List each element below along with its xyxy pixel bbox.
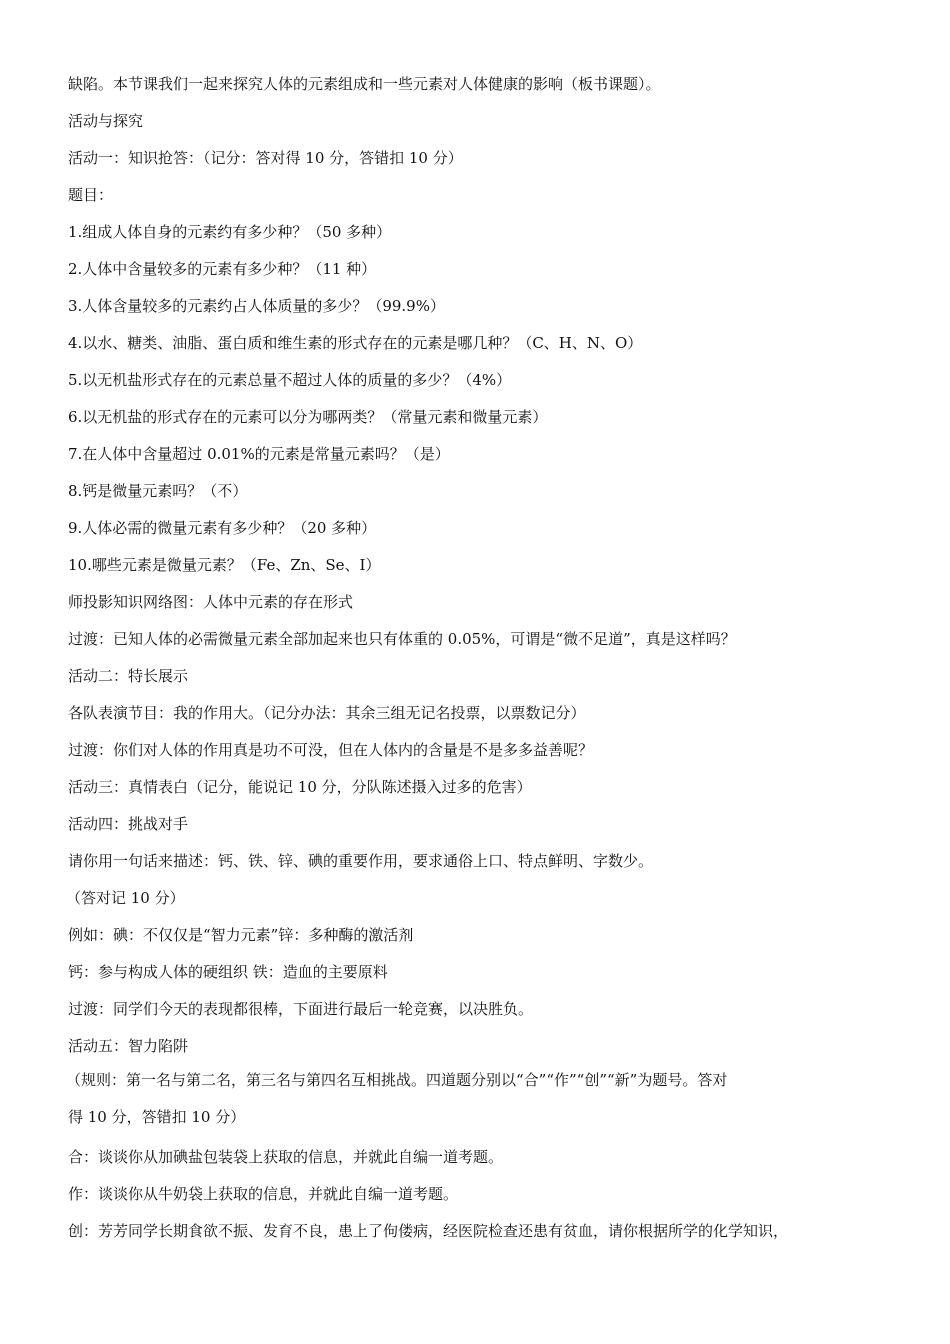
text-line: 作：谈谈你从牛奶袋上获取的信息，并就此自编一道考题。 <box>68 1185 459 1203</box>
text-line: 钙：参与构成人体的硬组织 铁：造血的主要原料 <box>68 963 388 981</box>
text-line: 题目： <box>68 186 114 204</box>
question-item: 2.人体中含量较多的元素有多少种？（11 种） <box>68 260 377 278</box>
activity-heading: 活动四：挑战对手 <box>68 815 189 833</box>
question-item: 5.以无机盐形式存在的元素总量不超过人体的质量的多少？（4%） <box>68 371 512 389</box>
text-line: 得 10 分，答错扣 10 分） <box>68 1108 246 1126</box>
text-line: 缺陷。本节课我们一起来探究人体的元素组成和一些元素对人体健康的影响（板书课题）。 <box>68 75 661 93</box>
activity-heading: 活动二：特长展示 <box>68 667 189 685</box>
question-item: 4.以水、糖类、油脂、蛋白质和维生素的形式存在的元素是哪几种？（C、H、N、O） <box>68 334 643 352</box>
question-item: 9.人体必需的微量元素有多少种？（20 多种） <box>68 519 377 537</box>
text-line: 过渡：同学们今天的表现都很棒，下面进行最后一轮竞赛，以决胜负。 <box>68 1000 534 1018</box>
text-line: 过渡：已知人体的必需微量元素全部加起来也只有体重的 0.05%，可谓是“微不足道”，真是这样吗？ <box>68 630 736 648</box>
question-item: 6.以无机盐的形式存在的元素可以分为哪两类？（常量元素和微量元素） <box>68 408 548 426</box>
section-heading: 活动与探究 <box>68 112 144 130</box>
text-line: 过渡：你们对人体的作用真是功不可没，但在人体内的含量是不是多多益善呢？ <box>68 741 594 759</box>
question-item: 7.在人体中含量超过 0.01%的元素是常量元素吗？（是） <box>68 445 450 463</box>
question-item: 8.钙是微量元素吗？（不） <box>68 482 248 500</box>
text-line: （答对记 10 分） <box>66 889 185 907</box>
text-line: 师投影知识网络图：人体中元素的存在形式 <box>68 593 354 611</box>
question-item: 3.人体含量较多的元素约占人体质量的多少？（99.9%） <box>68 297 445 315</box>
text-line: 例如：碘：不仅仅是“智力元素”锌：多种酶的激活剂 <box>68 926 414 944</box>
activity-heading: 活动三：真情表白（记分，能说记 10 分，分队陈述摄入过多的危害） <box>68 778 532 796</box>
text-line: 请你用一句话来描述：钙、铁、锌、碘的重要作用，要求通俗上口、特点鲜明、字数少。 <box>68 852 654 870</box>
text-line: 各队表演节目：我的作用大。（记分办法：其余三组无记名投票，以票数记分） <box>68 704 586 722</box>
question-item: 1.组成人体自身的元素约有多少种？（50 多种） <box>68 223 392 241</box>
text-line: 创：芳芳同学长期食欲不振、发育不良，患上了佝偻病，经医院检查还患有贫血，请你根据所学的化学知识， <box>68 1222 789 1240</box>
text-line: 合：谈谈你从加碘盐包装袋上获取的信息，并就此自编一道考题。 <box>68 1148 504 1166</box>
question-item: 10.哪些元素是微量元素？（Fe、Zn、Se、I） <box>68 556 381 574</box>
activity-heading: 活动一：知识抢答：（记分：答对得 10 分，答错扣 10 分） <box>68 149 463 167</box>
document-body <box>68 66 884 1250</box>
activity-heading: 活动五：智力陷阱 <box>68 1037 189 1055</box>
text-line: （规则：第一名与第二名，第三名与第四名互相挑战。四道题分别以“合”“作”“创”“新”为题号。答对 <box>66 1071 728 1089</box>
